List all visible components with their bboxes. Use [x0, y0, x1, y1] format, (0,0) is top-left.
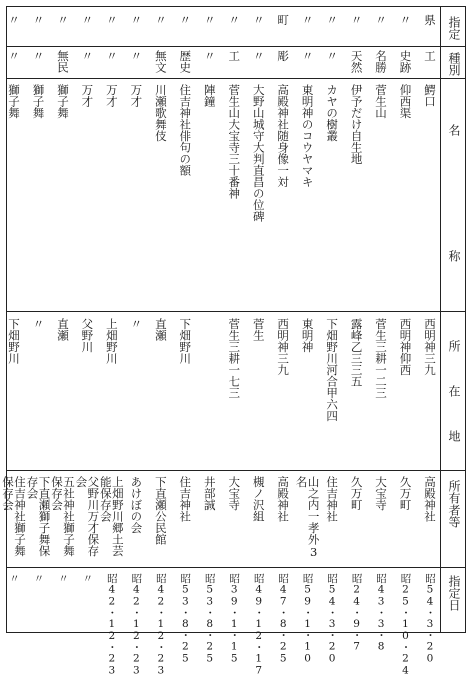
designation-cell: 〃	[104, 14, 119, 26]
type-cell: 〃	[80, 50, 95, 62]
type-cell: 彫	[276, 50, 291, 62]
name-cell: 菅生山大宝寺三十番神	[227, 84, 242, 199]
name-cell: 高殿神社随身像一対	[276, 84, 291, 188]
designation-cell: 〃	[325, 14, 340, 26]
location-cell: 〃	[31, 318, 46, 330]
date-cell: 昭54・3・20	[326, 573, 339, 665]
designation-cell: 〃	[227, 14, 242, 26]
date-cell: 昭39・1・15	[228, 573, 241, 665]
name-cell: 万才	[80, 84, 95, 107]
date-cell: 昭25・10・24	[399, 573, 412, 677]
type-cell: 〃	[7, 50, 21, 62]
owner-cell: 山之内一孝外3名	[294, 476, 321, 559]
designation-cell: 〃	[202, 14, 217, 26]
header-name-2: 称	[447, 250, 461, 262]
type-cell: 〃	[325, 50, 340, 62]
date-cell: 昭53・8・25	[179, 573, 192, 665]
designation-cell: 〃	[251, 14, 266, 26]
location-cell: 直瀬	[153, 318, 168, 341]
designation-cell: 〃	[153, 14, 168, 26]
owner-cell: 住吉神社獅子舞保存会	[1, 476, 27, 557]
name-cell: 獅子舞	[31, 84, 46, 119]
owner-cell: 久万町	[398, 476, 413, 511]
header-location-3: 地	[447, 430, 461, 442]
date-cell: 〃	[8, 573, 20, 584]
owner-cell: 五社神社獅子舞保存会	[49, 476, 76, 557]
name-cell: カヤの樹叢	[325, 84, 340, 142]
location-cell: 菅生三耕一七三	[227, 318, 242, 399]
row-divider	[6, 470, 466, 471]
location-cell: 菅生三耕一二三	[374, 318, 389, 399]
location-cell: 直瀬	[55, 318, 70, 341]
location-cell: 菅生	[251, 318, 266, 341]
header-location-1: 所	[447, 340, 461, 352]
header-name-1: 名	[447, 124, 461, 136]
type-cell: 無文	[153, 50, 168, 73]
owner-cell: 下直瀬公民館	[153, 476, 168, 545]
location-cell: 東明神	[300, 318, 315, 353]
location-cell: 西明神仰西	[398, 318, 413, 376]
owner-cell: あけぼの会	[129, 476, 144, 534]
date-cell: 昭49・12・17	[252, 573, 265, 677]
date-cell: 昭42・12・23	[130, 573, 143, 677]
type-cell: 無民	[55, 50, 70, 73]
date-cell: 〃	[56, 573, 69, 584]
type-cell: 工	[423, 50, 437, 62]
location-cell: 下畑野川	[7, 318, 21, 364]
type-cell: 工	[227, 50, 242, 62]
header-designation: 指定	[447, 16, 461, 40]
designation-cell: 〃	[398, 14, 413, 26]
name-cell: 東明神のコウヤマキ	[300, 84, 315, 188]
name-cell: 菅生山	[374, 84, 389, 119]
row-divider	[6, 46, 466, 47]
date-cell: 〃	[32, 573, 45, 584]
location-cell: 〃	[129, 318, 144, 330]
owner-cell: 高殿神社	[276, 476, 291, 522]
header-date: 指定日	[447, 575, 461, 611]
designation-cell: 〃	[55, 14, 70, 26]
name-cell: 陣鐘	[202, 84, 217, 107]
owner-cell: 大宝寺	[374, 476, 389, 511]
location-cell: 父野川	[80, 318, 95, 353]
date-cell: 昭54・3・20	[424, 573, 436, 665]
designation-cell: 〃	[31, 14, 46, 26]
date-cell: 昭24・9・7	[350, 573, 363, 653]
date-cell: 昭43・3・8	[375, 573, 388, 653]
designation-cell: 〃	[178, 14, 193, 26]
type-cell: 歴史	[178, 50, 193, 73]
designation-cell: 〃	[374, 14, 389, 26]
owner-cell: 住吉神社	[325, 476, 340, 522]
header-divider	[440, 6, 441, 633]
name-cell: 鰐口	[423, 84, 437, 107]
designation-cell: 町	[276, 14, 291, 26]
name-cell: 獅子舞	[7, 84, 21, 119]
designation-cell: 〃	[129, 14, 144, 26]
location-cell: 露峰乙三三五	[349, 318, 364, 387]
owner-cell: 上畑野川郷土芸能保存会	[98, 476, 125, 557]
designation-cell: 〃	[349, 14, 364, 26]
type-cell: 〃	[129, 50, 144, 62]
designation-cell: 〃	[80, 14, 95, 26]
owner-cell: 大宝寺	[227, 476, 242, 511]
row-divider	[6, 567, 466, 568]
type-cell: 〃	[104, 50, 119, 62]
name-cell: 伊予だけ自生地	[349, 84, 364, 165]
date-cell: 〃	[81, 573, 94, 584]
location-cell: 上畑野川	[104, 318, 119, 364]
date-cell: 昭42・12・23	[105, 573, 118, 677]
name-cell: 川瀬歌舞伎	[153, 84, 168, 142]
date-cell: 昭53・8・25	[203, 573, 216, 665]
date-cell: 昭47・8・25	[277, 573, 290, 665]
owner-cell: 井部誠	[202, 476, 217, 511]
location-cell: 西明神三九	[276, 318, 291, 376]
owner-cell: 槻ノ沢組	[251, 476, 266, 522]
type-cell: 〃	[300, 50, 315, 62]
header-owner: 所有者等	[447, 480, 461, 528]
row-divider	[6, 78, 466, 79]
owner-cell: 高殿神社	[423, 476, 437, 522]
name-cell: 仰西渠	[398, 84, 413, 119]
name-cell: 万才	[129, 84, 144, 107]
type-cell: 名勝	[374, 50, 389, 73]
date-cell: 昭59・1・10	[301, 573, 314, 665]
header-location-2: 在	[447, 385, 461, 397]
type-cell: 天然	[349, 50, 364, 73]
type-cell: 〃	[251, 50, 266, 62]
designation-cell: 県	[423, 14, 437, 26]
location-cell: 下畑野川河合甲六四	[325, 318, 340, 422]
name-cell: 万才	[104, 84, 119, 107]
date-cell: 昭42・12・23	[154, 573, 167, 677]
header-type: 種別	[447, 52, 461, 76]
owner-cell: 下直瀬獅子舞保存会	[25, 476, 52, 557]
owner-cell: 父野川万才保存会	[74, 476, 101, 557]
name-cell: 大野山城守大判直昌の位碑	[251, 84, 266, 222]
designation-cell: 〃	[300, 14, 315, 26]
designation-cell: 〃	[7, 14, 21, 26]
owner-cell: 住吉神社	[178, 476, 193, 522]
type-cell: 〃	[202, 50, 217, 62]
location-cell: 下畑野川	[178, 318, 193, 364]
owner-cell: 久万町	[349, 476, 364, 511]
type-cell: 史跡	[398, 50, 413, 73]
name-cell: 住吉神社俳句の額	[178, 84, 193, 176]
name-cell: 獅子舞	[55, 84, 70, 119]
type-cell: 〃	[31, 50, 46, 62]
location-cell: 西明神三九	[423, 318, 437, 376]
row-divider	[6, 311, 466, 312]
